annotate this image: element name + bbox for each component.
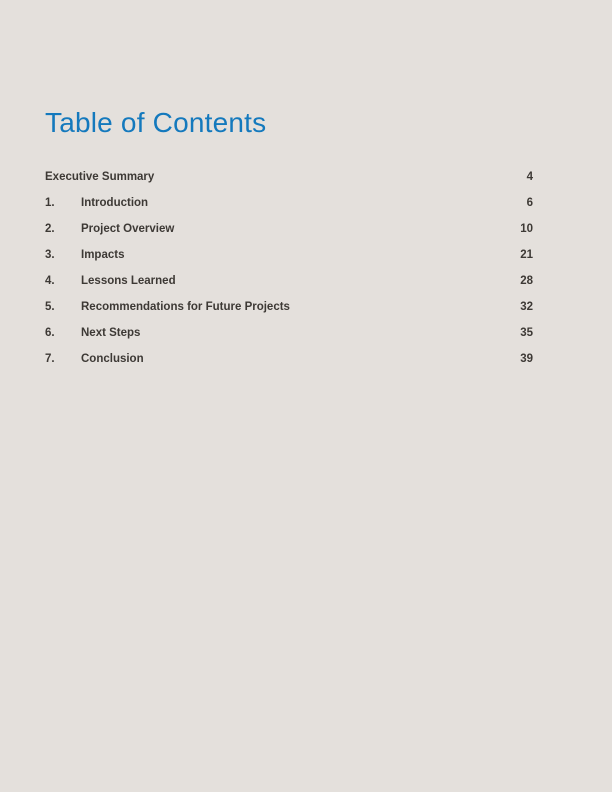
- toc-entry-next-steps[interactable]: [45, 325, 533, 351]
- toc-entry-lessons-learned[interactable]: [45, 273, 533, 299]
- toc-entry-number: 4.: [45, 275, 55, 287]
- toc-entry-number: 2.: [45, 223, 55, 235]
- toc-entry-label: Recommendations for Future Projects: [81, 301, 290, 313]
- toc-entry-impacts[interactable]: [45, 247, 533, 273]
- toc-entry-conclusion[interactable]: [45, 351, 533, 377]
- toc-entry-label: Introduction: [81, 197, 149, 209]
- toc-entry-page: 39: [520, 353, 533, 365]
- toc-entry-page: 10: [520, 223, 533, 235]
- toc-entry-project-overview[interactable]: [45, 221, 533, 247]
- toc-entry-number: 1.: [45, 197, 55, 209]
- toc-entry-label: Next Steps: [81, 327, 141, 339]
- toc-entry-label: Impacts: [81, 249, 125, 261]
- toc-entry-introduction[interactable]: [45, 195, 533, 221]
- toc-entry-page: 4: [526, 171, 533, 183]
- toc-entry-label: Conclusion: [81, 353, 144, 365]
- toc-entry-label: Project Overview: [81, 223, 175, 235]
- page-title: Table of Contents: [45, 107, 267, 138]
- toc-entry-page: 28: [520, 275, 533, 287]
- toc-entry-page: 6: [526, 197, 533, 209]
- toc-entry-recommendations[interactable]: [45, 299, 533, 325]
- toc-entry-label: Lessons Learned: [81, 275, 176, 287]
- toc-entry-page: 21: [520, 249, 533, 261]
- toc-entry-number: 7.: [45, 353, 55, 365]
- toc-list: [45, 169, 533, 377]
- toc-entry-executive-summary[interactable]: [45, 169, 533, 195]
- toc-entry-label: Executive Summary: [45, 171, 155, 183]
- toc-entry-number: 5.: [45, 301, 55, 313]
- toc-entry-number: 6.: [45, 327, 55, 339]
- toc-entry-page: 32: [520, 301, 533, 313]
- toc-entry-number: 3.: [45, 249, 55, 261]
- toc-entry-page: 35: [520, 327, 533, 339]
